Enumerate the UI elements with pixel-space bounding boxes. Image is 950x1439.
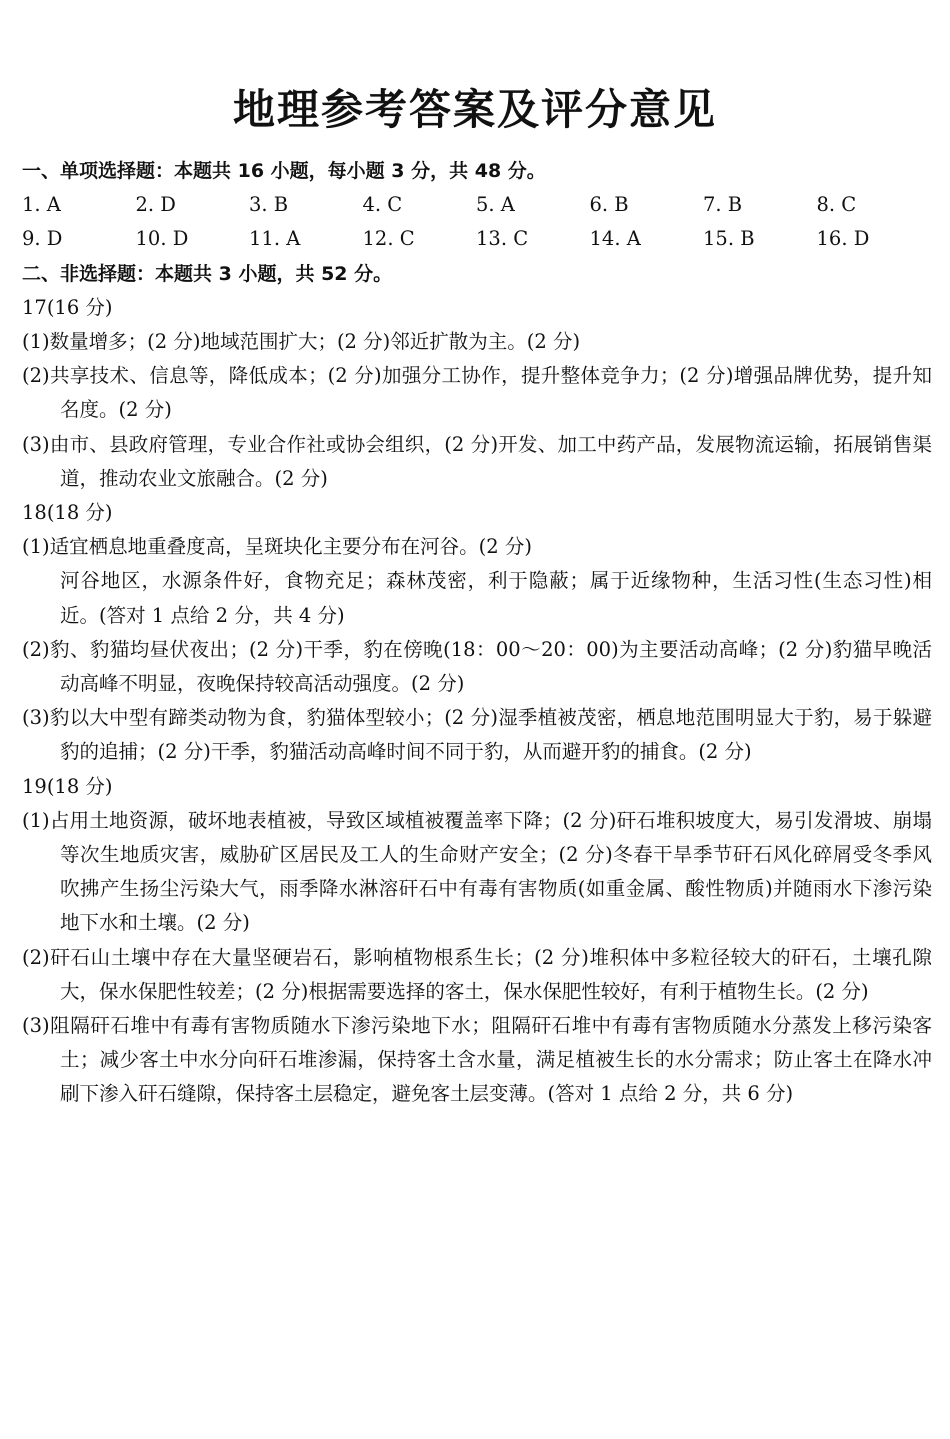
q17-answer-2: (2)共享技术、信息等，降低成本；(2 分)加强分工协作，提升整体竞争力；(2 分)增强品牌优势，提升知名度。(2 分) [22,364,932,422]
mc-answer: 6. B [589,193,629,217]
q18-answer-2: (2)豹、豹猫均昼伏夜出；(2 分)干季，豹在傍晚(18：00～20：00)为主要活动高峰；(2 分)豹猫早晚活动高峰不明显，夜晚保持较高活动强度。(2 分) [22,637,932,695]
mc-answer: 2. D [135,193,176,217]
q18-answer-3: (3)豹以大中型有蹄类动物为食，豹猫体型较小；(2 分)湿季植被茂密，栖息地范围明显大于豹，易于躲避豹的追捕；(2 分)干季，豹猫活动高峰时间不同于豹，从而避开豹的捕食。(2 分) [22,706,932,764]
section2-heading: 二、非选择题：本题共 3 小题，共 52 分。 [22,262,393,285]
mc-answer: 12. C [362,227,415,251]
q18-answer-1-detail: 河谷地区，水源条件好，食物充足；森林茂密，利于隐蔽；属于近缘物种，生活习性(生态习性)相近。(答对 1 点给 2 分，共 4 分) [60,569,932,627]
mc-answer: 3. B [249,193,289,217]
q19-answer-1: (1)占用土地资源，破坏地表植被，导致区域植被覆盖率下降；(2 分)矸石堆积坡度大，易引发滑坡、崩塌等次生地质灾害，威胁矿区居民及工人的生命财产安全；(2 分)冬春干旱季节矸石风化碎屑受冬季风吹拂产生扬尘污染大气，雨季降水淋溶矸石中有毒有害物质(如重金属、酸性物质)并随雨水下渗污染地下水和土壤。(2 分) [22,808,932,935]
mc-answer: 15. B [703,227,755,251]
mc-answer-row-1 [22,188,932,222]
q18-answer-1: (1)适宜栖息地重叠度高，呈斑块化主要分布在河谷。(2 分) [22,535,532,559]
mc-answer: 14. A [589,227,641,251]
mc-answer-row-2 [22,222,932,256]
question-18-title: 18(18 分) [22,500,113,524]
mc-answer: 16. D [816,227,870,251]
mc-answer: 8. C [816,193,857,217]
q19-answer-3: (3)阻隔矸石堆中有毒有害物质随水下渗污染地下水；阻隔矸石堆中有毒有害物质随水分蒸发上移污染客土；减少客土中水分向矸石堆渗漏，保持客土含水量，满足植被生长的水分需求；防止客土在降水冲刷下渗入矸石缝隙，保持客土层稳定，避免客土层变薄。(答对 1 点给 2 分，共 6 分) [22,1013,932,1106]
page-title: 地理参考答案及评分意见 [232,85,717,134]
mc-answer: 5. A [476,193,515,217]
q17-answer-1: (1)数量增多；(2 分)地域范围扩大；(2 分)邻近扩散为主。(2 分) [22,329,581,353]
answer-content [22,154,932,1112]
mc-answer: 1. A [22,193,61,217]
mc-answer: 13. C [476,227,529,251]
mc-answer: 9. D [22,227,63,251]
mc-answer: 10. D [135,227,189,251]
mc-answer: 11. A [249,227,301,251]
mc-answer: 4. C [362,193,403,217]
question-19-title: 19(18 分) [22,774,113,798]
mc-answer: 7. B [703,193,743,217]
section1-heading: 一、单项选择题：本题共 16 小题，每小题 3 分，共 48 分。 [22,160,546,182]
q17-answer-3: (3)由市、县政府管理，专业合作社或协会组织，(2 分)开发、加工中药产品，发展物流运输，拓展销售渠道，推动农业文旅融合。(2 分) [22,432,932,490]
question-17-title: 17(16 分) [22,295,113,319]
q19-answer-2: (2)矸石山土壤中存在大量坚硬岩石，影响植物根系生长；(2 分)堆积体中多粒径较大的矸石，土壤孔隙大，保水保肥性较差；(2 分)根据需要选择的客土，保水保肥性较好，有利于植物生长。(2 分) [22,945,932,1003]
